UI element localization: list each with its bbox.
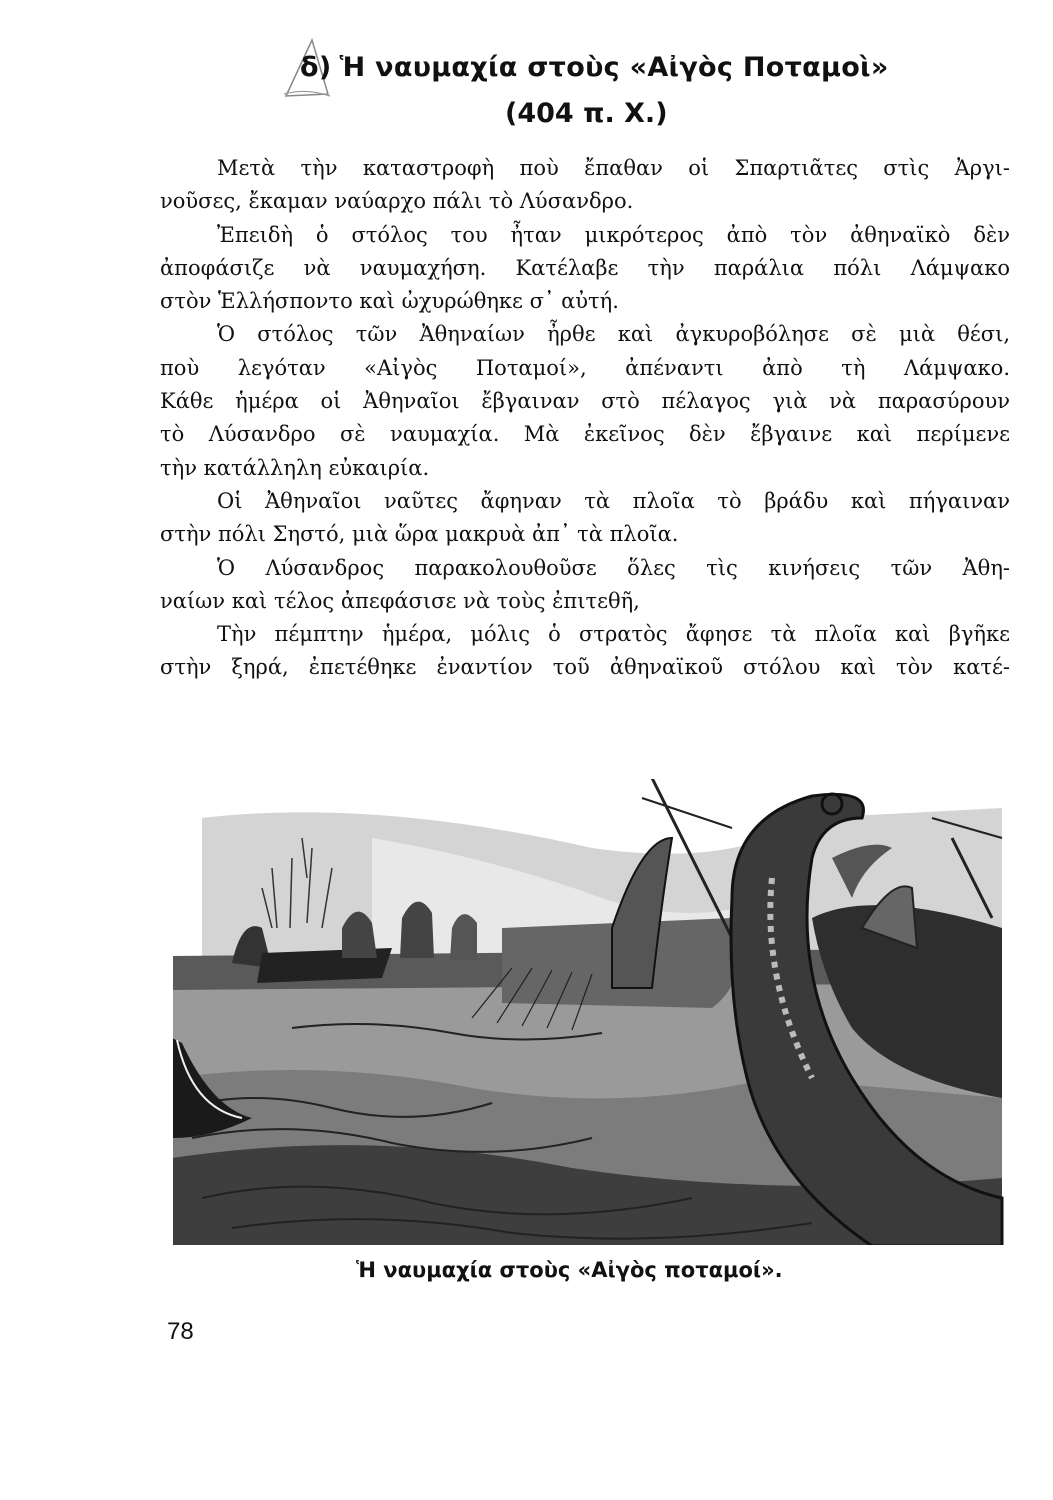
text-line: ναίων καὶ τέλος ἀπεφάσισε νὰ τοὺς ἐπιτεθῆ, — [160, 588, 640, 613]
naval-battle-illustration — [172, 778, 1012, 1246]
text-line: στὴν πόλι Σηστό, μιὰ ὥρα μακρυὰ ἀπ᾽ τὰ πλοῖα. — [160, 522, 679, 547]
text-line: τὸ Λύσανδρο σὲ ναυμαχία. Μὰ ἐκεῖνος δὲν ἔβγαινε καὶ περίμενε — [160, 422, 1010, 447]
text-line: ἀποφάσιζε νὰ ναυμαχήση. Κατέλαβε τὴν παράλια πόλι Λάμψακο — [160, 255, 1010, 280]
page-number: 78 — [167, 1318, 194, 1345]
text-line: στὴν ξηρά, ἐπετέθηκε ἐναντίον τοῦ ἀθηναϊκοῦ στόλου καὶ τὸν κατέ- — [160, 655, 1010, 680]
text-line: Ὁ στόλος τῶν Ἀθηναίων ἦρθε καὶ ἀγκυροβόλησε σὲ μιὰ θέσι, — [217, 322, 1010, 347]
text-line: Ἐπειδὴ ὁ στόλος του ἦταν μικρότερος ἀπὸ τὸν ἀθηναϊκὸ δὲν — [217, 222, 1010, 247]
text-line: Κάθε ἡμέρα οἱ Ἀθηναῖοι ἔβγαιναν στὸ πέλαγος γιὰ νὰ παρασύρουν — [160, 389, 1010, 414]
text-line: τὴν κατάλληλη εὐκαιρία. — [160, 455, 430, 480]
text-line: νοῦσες, ἔκαμαν ναύαρχο πάλι τὸ Λύσανδρο. — [160, 189, 634, 214]
chapter-title — [300, 52, 900, 83]
text-line: Ὁ Λύσανδρος παρακολουθοῦσε ὅλες τὶς κινήσεις τῶν Ἀθη- — [217, 555, 1010, 580]
text-line: Μετὰ τὴν καταστροφὴ ποὺ ἔπαθαν οἱ Σπαρτιᾶτες στὶς Ἀργι- — [217, 156, 1010, 180]
text-line: Οἱ Ἀθηναῖοι ναῦτες ἄφηναν τὰ πλοῖα τὸ βράδυ καὶ πήγαιναν — [217, 488, 1010, 513]
text-line: Τὴν πέμπτην ἡμέρα, μόλις ὁ στρατὸς ἄφησε τὰ πλοῖα καὶ βγῆκε — [217, 622, 1010, 647]
text-line: ποὺ λεγόταν «Αἰγὸς Ποταμοί», ἀπέναντι ἀπὸ τὴ Λάμψακο. — [160, 355, 1010, 380]
figure-caption: Ἡ ναυμαχία στοὺς «Αἰγὸς ποταμοί». — [356, 1258, 783, 1282]
section-label: δ) — [300, 52, 332, 83]
text-line: στὸν Ἑλλήσποντο καὶ ὠχυρώθηκε σ᾽ αὐτή. — [160, 289, 619, 314]
chapter-title-text: Ἡ ναυμαχία στοὺς «Αἰγὸς Ποταμοὶ» — [339, 52, 889, 83]
body-text — [160, 152, 1010, 685]
chapter-date: (404 π. Χ.) — [505, 98, 668, 129]
